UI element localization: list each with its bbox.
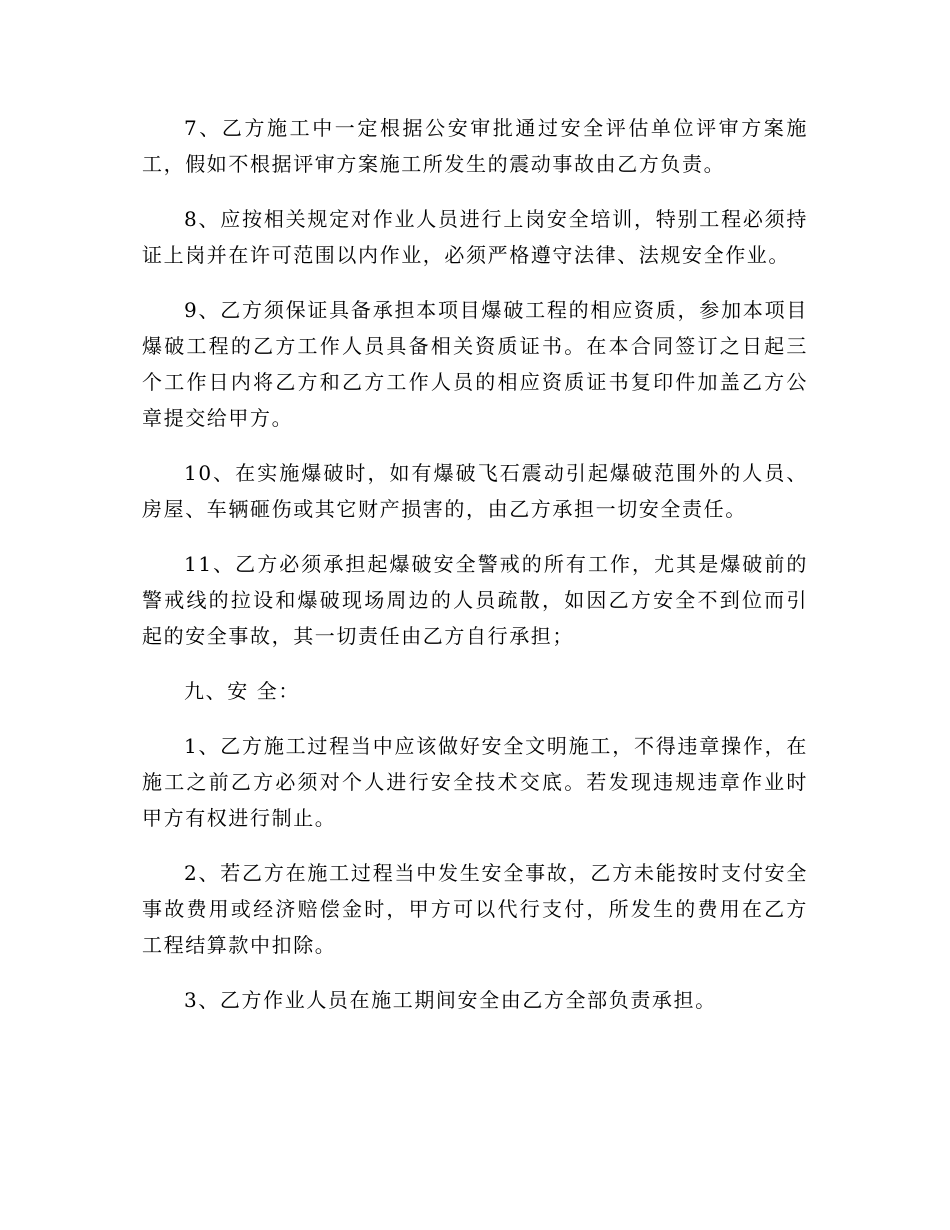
safety-clause-3: 3、乙方作业人员在施工期间安全由乙方全部负责承担。: [184, 988, 717, 1012]
clause-11: 11、乙方必须承担起爆破安全警戒的所有工作，尤其是爆破前的警戒线的拉设和爆破现场周边的人员疏散，如因乙方安全不到位而引起的安全事故，其一切责任由乙方自行承担；: [142, 552, 808, 648]
clause-7: 7、乙方施工中一定根据公安审批通过安全评估单位评审方案施工，假如不根据评审方案施工所发生的震动事故由乙方负责。: [142, 116, 808, 176]
clause-8: 8、应按相关规定对作业人员进行上岗安全培训，特别工程必须持证上岗并在许可范围以内作业，必须严格遵守法律、法规安全作业。: [142, 207, 808, 267]
safety-clause-2: 2、若乙方在施工过程当中发生安全事故，乙方未能按时支付安全事故费用或经济赔偿金时，甲方可以代行支付，所发生的费用在乙方工程结算款中扣除。: [142, 861, 808, 957]
section-heading-safety: 九、安 全：: [184, 679, 300, 703]
safety-clause-1: 1、乙方施工过程当中应该做好安全文明施工，不得违章操作，在施工之前乙方必须对个人进行安全技术交底。若发现违规违章作业时甲方有权进行制止。: [142, 734, 808, 830]
document-body: [142, 110, 808, 1037]
clause-9: 9、乙方须保证具备承担本项目爆破工程的相应资质，参加本项目爆破工程的乙方工作人员具备相关资质证书。在本合同签订之日起三个工作日内将乙方和乙方工作人员的相应资质证书复印件加盖乙方公章提交给甲方。: [142, 298, 808, 430]
clause-10: 10、在实施爆破时，如有爆破飞石震动引起爆破范围外的人员、房屋、车辆砸伤或其它财产损害的，由乙方承担一切安全责任。: [142, 461, 808, 521]
